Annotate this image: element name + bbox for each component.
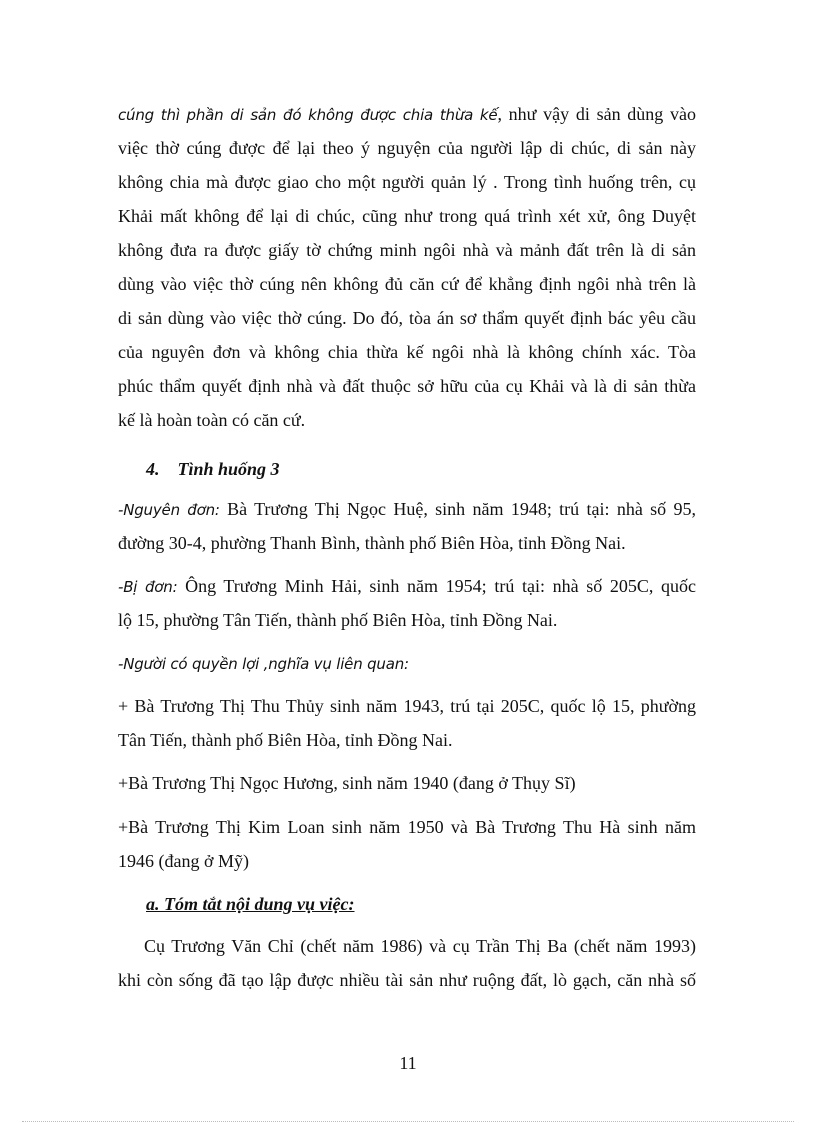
section-title: Tình huống 3 xyxy=(177,459,280,479)
related-party-item: +Bà Trương Thị Kim Loan sinh năm 1950 và Bà Trương Thu Hà sinh năm 1946 (đang ở Mỹ) xyxy=(118,817,696,871)
paragraph-line: cúng thì phần di sản đó không được chia thừa kế, như vậy di sản dùng vào xyxy=(118,104,696,124)
defendant-label: -Bị đơn: xyxy=(118,578,178,596)
section-heading xyxy=(146,452,280,486)
summary-paragraph: Cụ Trương Văn Chỉ (chết năm 1986) và cụ Trần Thị Ba (chết năm 1993) khi còn sống đã tạo lập được nhiều tài sản như ruộng đất, lò gạch, căn nhà số xyxy=(118,936,696,990)
related-party-item: +Bà Trương Thị Ngọc Hương, sinh năm 1940 (đang ở Thụy Sĩ) xyxy=(118,773,576,793)
plaintiff-label: -Nguyên đơn: xyxy=(118,501,220,519)
paragraph-line: di sản dùng vào việc thờ cúng. Do đó, tòa án sơ thẩm quyết định bác yêu cầu xyxy=(118,308,696,328)
defendant-block: -Bị đơn: Ông Trương Minh Hải, sinh năm 1954; trú tại: nhà số 205C, quốc lộ 15, phường Tân Tiến, thành phố Biên Hòa, tỉnh Đồng Nai. xyxy=(118,576,696,630)
page-bottom-divider xyxy=(22,1121,794,1122)
paragraph-line: không đưa ra được giấy tờ chứng minh ngôi nhà và mảnh đất trên là di sản xyxy=(118,240,696,260)
paragraph-line: của nguyên đơn và không chia thừa kế ngôi nhà là không chính xác. Tòa xyxy=(118,342,696,362)
paragraph-line: Khải mất không để lại di chúc, cũng như trong quá trình xét xử, ông Duyệt xyxy=(118,206,696,226)
paragraph-inheritance-analysis xyxy=(118,97,696,437)
related-party-item: + Bà Trương Thị Thu Thủy sinh năm 1943, trú tại 205C, quốc lộ 15, phường Tân Tiến, thành phố Biên Hòa, tỉnh Đồng Nai. xyxy=(118,696,696,750)
related-parties-label: -Người có quyền lợi ,nghĩa vụ liên quan: xyxy=(118,655,409,673)
paragraph-line: việc thờ cúng được để lại theo ý nguyện của người lập di chúc, di sản này xyxy=(118,138,696,158)
paragraph-line: dùng vào việc thờ cúng nên không đủ căn cứ để khẳng định ngôi nhà trên là xyxy=(118,274,696,294)
paragraph-line: không chia mà được giao cho một người quản lý . Trong tình huống trên, cụ xyxy=(118,172,696,192)
paragraph-line: phúc thẩm quyết định nhà và đất thuộc sở hữu của cụ Khải và là di sản thừa xyxy=(118,376,696,396)
italic-phrase: cúng thì phần di sản đó không được chia thừa kế xyxy=(118,106,498,124)
subsection-heading: a. Tóm tắt nội dung vụ việc: xyxy=(146,894,355,914)
section-number: 4. xyxy=(146,459,160,479)
page-number: 11 xyxy=(399,1053,417,1073)
plaintiff-block: -Nguyên đơn: Bà Trương Thị Ngọc Huệ, sinh năm 1948; trú tại: nhà số 95, đường 30-4, phường Thanh Bình, thành phố Biên Hòa, tỉnh Đồng Nai. xyxy=(118,499,696,553)
paragraph-line: kế là hoàn toàn có căn cứ. xyxy=(118,410,306,430)
